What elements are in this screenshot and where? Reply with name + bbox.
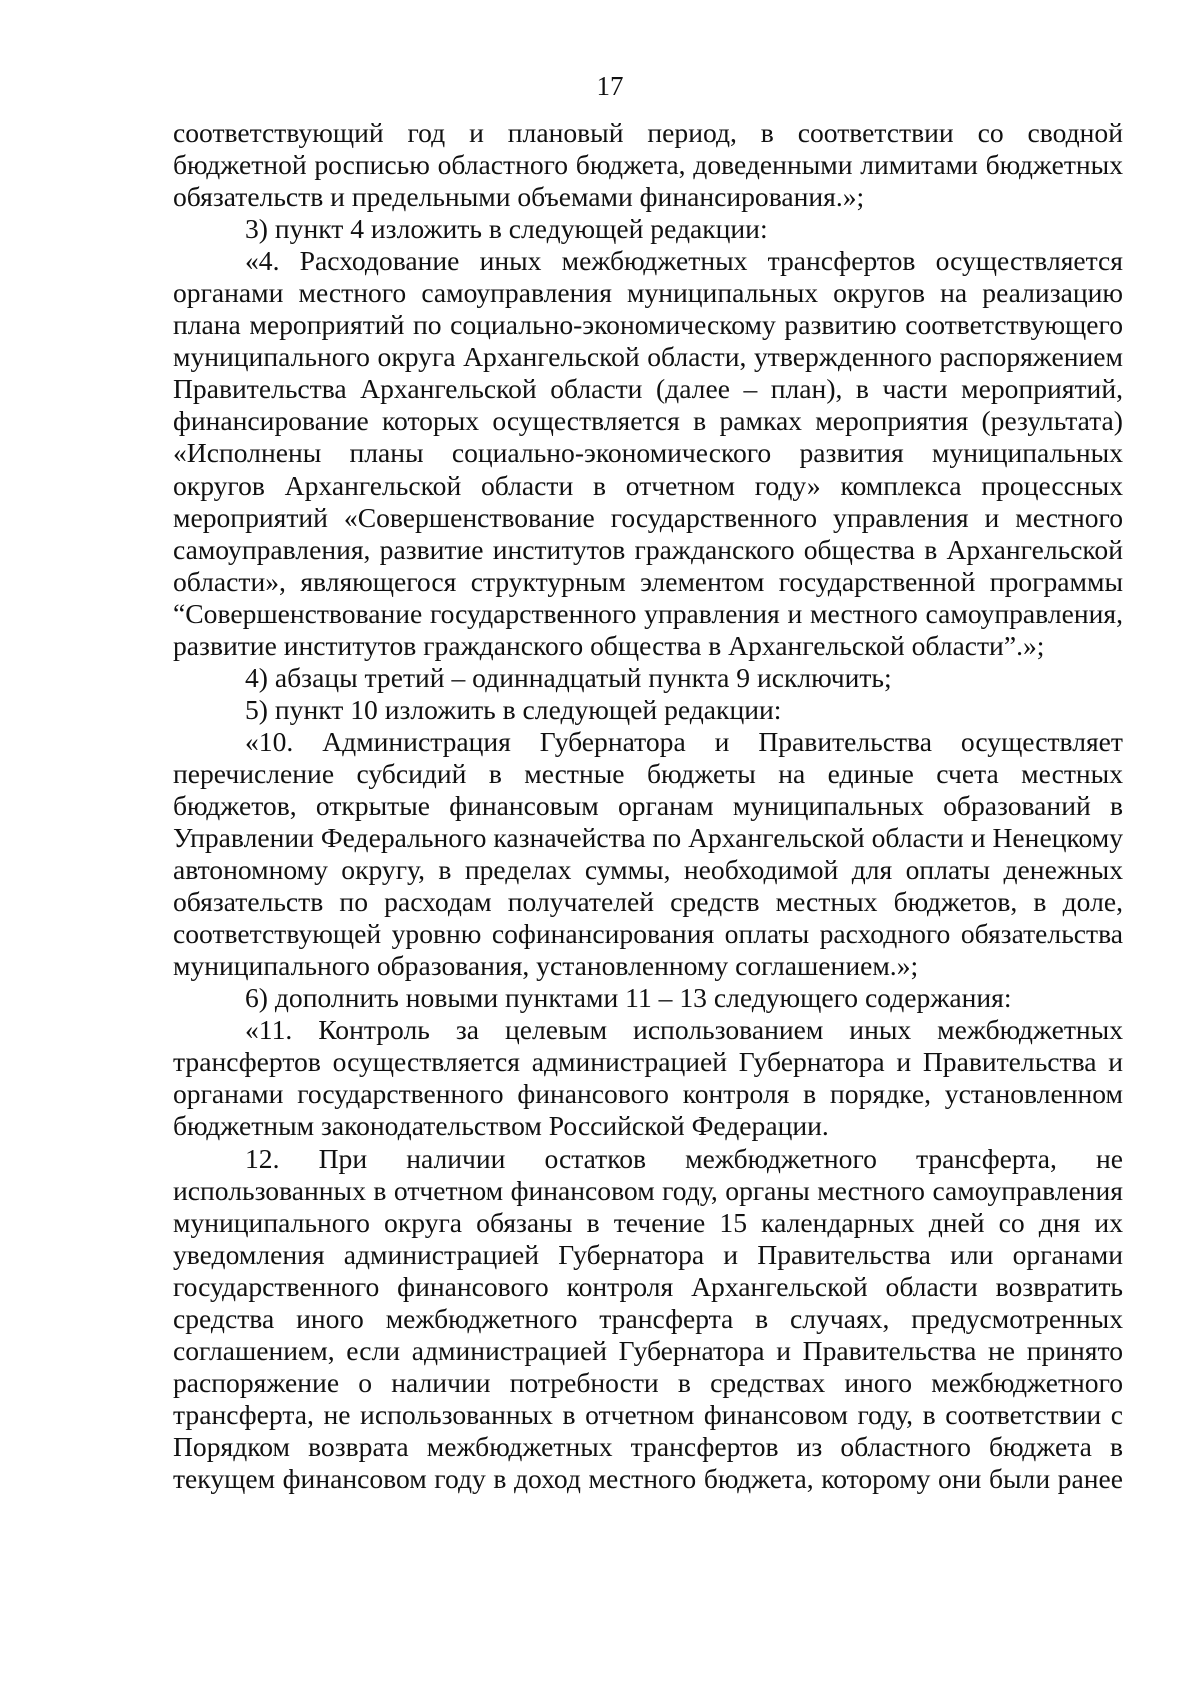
list-item-5: 5) пункт 10 изложить в следующей редакции: (245, 693, 782, 725)
paragraph-continuation: соответствующий год и плановый период, в соответствии со сводной бюджетной росписью областного бюджета, доведенными лимитами бюджетных обязательств и предельными объемами финансирования.»; (173, 117, 1123, 213)
document-body (173, 117, 1123, 1495)
paragraph-point-12: 12. При наличии остатков межбюджетного трансферта, не использованных в отчетном финансовом году, органы местного самоуправления муниципального округа обязаны в течение 15 календарных дней со дня их уведомления администрацией Губернатора и Правительства или органами государственного финансового контроля Архангельской области возвратить средства иного межбюджетного трансферта в случаях, предусмотренных соглашением, если администрацией Губернатора и Правительства не принято распоряжение о наличии потребности в средствах иного межбюджетного трансферта, не использованных в отчетном финансовом году, в соответствии с Порядком возврата межбюджетных трансфертов из областного бюджета в текущем финансовом году в доход местного бюджета, которому они были ранее (173, 1142, 1123, 1494)
list-item-4: 4) абзацы третий – одиннадцатый пункта 9 исключить; (245, 661, 892, 693)
list-item-3: 3) пункт 4 изложить в следующей редакции: (245, 213, 768, 245)
page-number: 17 (596, 71, 624, 101)
paragraph-point-11: «11. Контроль за целевым использованием иных межбюджетных трансфертов осуществляется администрацией Губернатора и Правительства и органами государственного финансового контроля в порядке, установленном бюджетным законодательством Российской Федерации. (173, 1014, 1123, 1142)
paragraph-point-4: «4. Расходование иных межбюджетных трансфертов осуществляется органами местного самоуправления муниципальных округов на реализацию плана мероприятий по социально-экономическому развитию соответствующего муниципального округа Архангельской области, утвержденного распоряжением Правительства Архангельской области (далее – план), в части мероприятий, финансирование которых осуществляется в рамках мероприятия (результата) «Исполнены планы социально-экономического развития муниципальных округов Архангельской области в отчетном году» комплекса процессных мероприятий «Совершенствование государственного управления и местного самоуправления, развитие институтов гражданского общества в Архангельской области», являющегося структурным элементом государственной программы “Совершенствование государственного управления и местного самоуправления, развитие институтов гражданского общества в Архангельской области”.»; (173, 245, 1123, 661)
list-item-6: 6) дополнить новыми пунктами 11 – 13 следующего содержания: (245, 982, 1012, 1014)
paragraph-point-10: «10. Администрация Губернатора и Правительства осуществляет перечисление субсидий в местные бюджеты на единые счета местных бюджетов, открытые финансовым органам муниципальных образований в Управлении Федерального казначейства по Архангельской области и Ненецкому автономному округу, в пределах суммы, необходимой для оплаты денежных обязательств по расходам получателей средств местных бюджетов, в доле, соответствующей уровню софинансирования оплаты расходного обязательства муниципального образования, установленному соглашением.»; (173, 725, 1123, 982)
